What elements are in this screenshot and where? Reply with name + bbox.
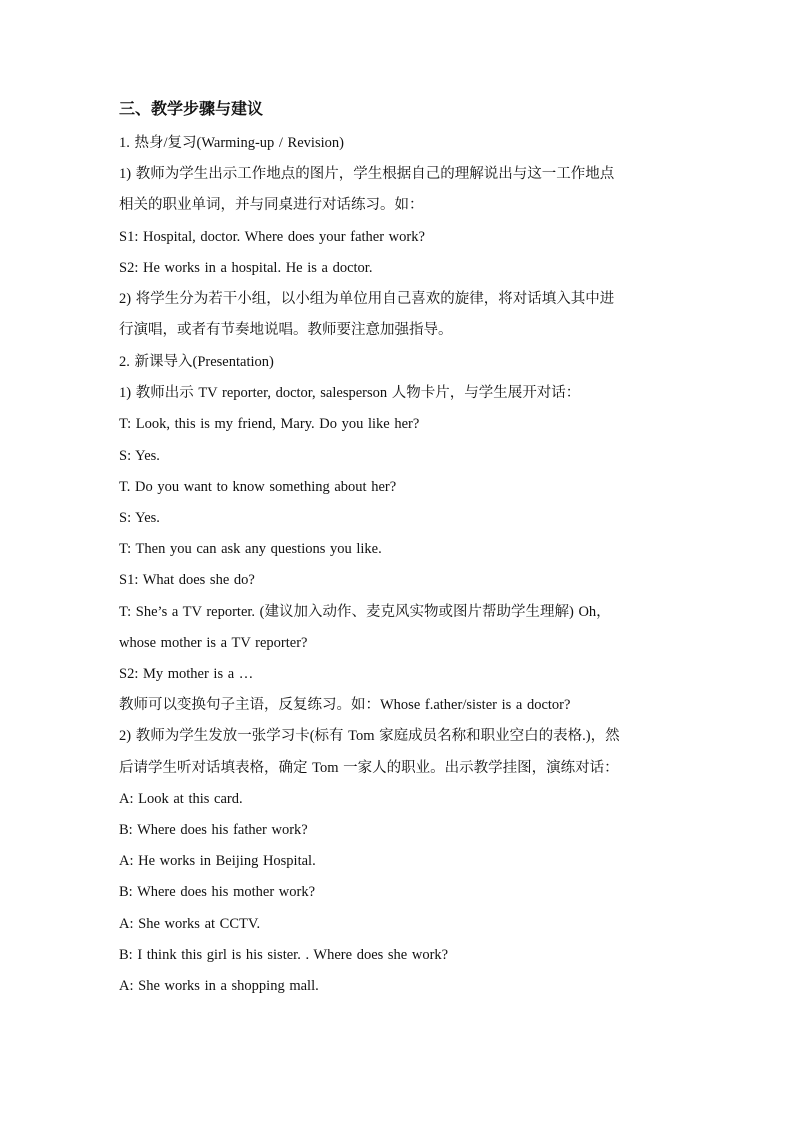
text-line: 相关的职业单词，并与同桌进行对话练习。如： xyxy=(119,197,424,213)
step-2-title: 2. 新课导入(Presentation) xyxy=(119,354,274,370)
dialogue-line: A: He works in Beijing Hospital. xyxy=(119,853,316,869)
dialogue-line: A: Look at this card. xyxy=(119,791,243,807)
dialogue-line: A: She works at CCTV. xyxy=(119,916,261,932)
text-line: 教师可以变换句子主语，反复练习。如：Whose f.ather/sister is a doctor? xyxy=(119,697,571,713)
step-1-title: 1. 热身/复习(Warming-up / Revision) xyxy=(119,135,344,151)
dialogue-line: S1: Hospital, doctor. Where does your father work? xyxy=(119,229,425,245)
text-line: 行演唱，或者有节奏地说唱。教师要注意加强指导。 xyxy=(119,322,453,338)
dialogue-line: B: I think this girl is his sister. . Where does she work? xyxy=(119,947,449,963)
dialogue-line: S1: What does she do? xyxy=(119,572,255,588)
dialogue-line: A: She works in a shopping mall. xyxy=(119,978,319,994)
dialogue-line: T: Then you can ask any questions you like. xyxy=(119,541,382,557)
dialogue-line: T: She’s a TV reporter. (建议加入动作、麦克风实物或图片帮助学生理解) Oh， xyxy=(119,604,611,620)
dialogue-line: T: Look, this is my friend, Mary. Do you like her? xyxy=(119,416,420,432)
dialogue-line: whose mother is a TV reporter? xyxy=(119,635,308,651)
dialogue-line: B: Where does his father work? xyxy=(119,822,308,838)
text-line: 后请学生听对话填表格，确定 Tom 一家人的职业。出示教学挂图，演练对话： xyxy=(119,760,619,776)
text-line: 2) 将学生分为若干小组，以小组为单位用自己喜欢的旋律，将对话填入其中进 xyxy=(119,291,615,307)
section-heading: 三、教学步骤与建议 xyxy=(119,101,264,118)
dialogue-line: S: Yes. xyxy=(119,448,160,464)
text-line: 2) 教师为学生发放一张学习卡(标有 Tom 家庭成员名称和职业空白的表格.)，然 xyxy=(119,728,620,744)
text-line: 1) 教师为学生出示工作地点的图片，学生根据自己的理解说出与这一工作地点 xyxy=(119,166,615,182)
dialogue-line: B: Where does his mother work? xyxy=(119,884,316,900)
dialogue-line: S2: My mother is a … xyxy=(119,666,254,682)
text-line: 1) 教师出示 TV reporter, doctor, salesperson 人物卡片，与学生展开对话： xyxy=(119,385,581,401)
dialogue-line: T. Do you want to know something about her? xyxy=(119,479,397,495)
dialogue-line: S2: He works in a hospital. He is a doctor. xyxy=(119,260,373,276)
dialogue-line: S: Yes. xyxy=(119,510,160,526)
